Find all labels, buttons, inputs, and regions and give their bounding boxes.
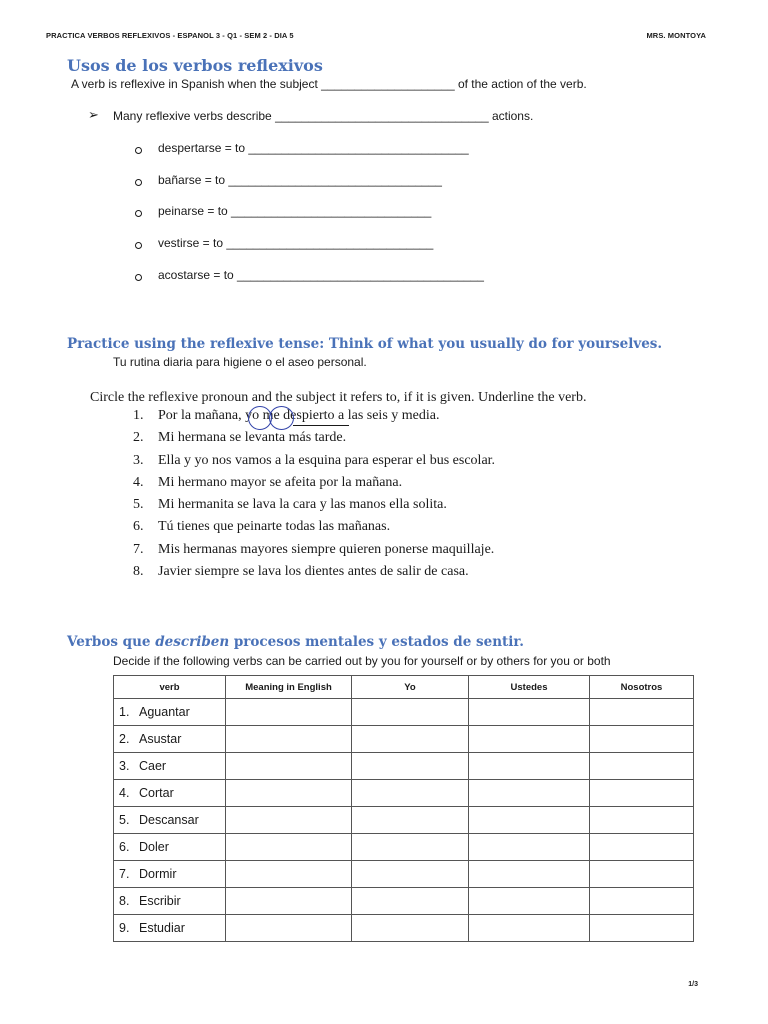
table-row: 3. Caer xyxy=(114,753,694,780)
column-header-verb: verb xyxy=(114,676,226,699)
column-header-yo: Yo xyxy=(352,676,469,699)
vocab-item-1: despertarse = to _________________________________ xyxy=(158,141,469,155)
list-item: 8. Javier siempre se lava los dientes antes de salir de casa. xyxy=(133,564,469,580)
column-header-ustedes: Ustedes xyxy=(469,676,590,699)
list-item: 3. Ella y yo nos vamos a la esquina para esperar el bus escolar. xyxy=(133,452,496,468)
table-row: 4. Cortar xyxy=(114,780,694,807)
underline-mark-verb xyxy=(293,425,349,426)
table-row: 9. Estudiar xyxy=(114,915,694,942)
section-title-practice: Practice using the reflexive tense: Think of what you usually do for yourselves. xyxy=(67,336,663,352)
column-header-nosotros: Nosotros xyxy=(590,676,694,699)
list-item: 4. Mi hermano mayor se afeita por la mañana. xyxy=(133,474,403,490)
list-item: 1. Por la mañana, yo me despierto a las seis y media. xyxy=(133,408,440,423)
sentence-list xyxy=(133,408,495,586)
table-row: 7. Dormir xyxy=(114,861,694,888)
page-header-title: PRACTICA VERBOS REFLEXIVOS - ESPANOL 3 - Q1 - SEM 2 - DIA 5 xyxy=(46,31,294,40)
list-item: 6. Tú tienes que peinarte todas las mañanas. xyxy=(133,519,391,535)
section-title-verbos: Verbos que describen procesos mentales y estados de sentir. xyxy=(67,634,524,650)
list-item: 2. Mi hermana se levanta más tarde. xyxy=(133,430,347,446)
practice-instruction: Circle the reflexive pronoun and the subject it refers to, if it is given. Underline the verb. xyxy=(90,390,587,405)
practice-subtitle: Tu rutina diaria para higiene o el aseo personal. xyxy=(113,355,367,369)
table-row: 5. Descansar xyxy=(114,807,694,834)
circle-mark-me xyxy=(269,406,294,430)
verb-table xyxy=(113,675,694,942)
bullet-line: Many reflexive verbs describe ________________________________ actions. xyxy=(113,109,534,123)
section-title-usos: Usos de los verbos reflexivos xyxy=(67,56,323,75)
circle-bullet-icon xyxy=(135,210,142,217)
definition-line: A verb is reflexive in Spanish when the subject ____________________ of the action of the verb. xyxy=(71,77,587,91)
table-row: 6. Doler xyxy=(114,834,694,861)
list-item: 7. Mis hermanas mayores siempre quieren ponerse maquillaje. xyxy=(133,541,495,557)
page-number: 1/3 xyxy=(688,981,698,988)
vocab-item-3: peinarse = to ______________________________ xyxy=(158,204,432,218)
arrow-bullet-icon: ➢ xyxy=(88,107,99,122)
vocab-item-2: bañarse = to ________________________________ xyxy=(158,173,442,187)
list-item: 5. Mi hermanita se lava la cara y las manos ella solita. xyxy=(133,497,447,513)
circle-bullet-icon xyxy=(135,242,142,249)
page-header-teacher: MRS. MONTOYA xyxy=(646,31,706,40)
column-header-meaning: Meaning in English xyxy=(226,676,352,699)
circle-bullet-icon xyxy=(135,147,142,154)
circle-bullet-icon xyxy=(135,274,142,281)
table-row: 1. Aguantar xyxy=(114,699,694,726)
circle-bullet-icon xyxy=(135,179,142,186)
table-instruction: Decide if the following verbs can be carried out by you for yourself or by others for you or both xyxy=(113,654,611,668)
vocab-item-5: acostarse = to _____________________________________ xyxy=(158,268,484,282)
table-row: 2. Asustar xyxy=(114,726,694,753)
vocab-item-4: vestirse = to _______________________________ xyxy=(158,236,434,250)
table-row: 8. Escribir xyxy=(114,888,694,915)
